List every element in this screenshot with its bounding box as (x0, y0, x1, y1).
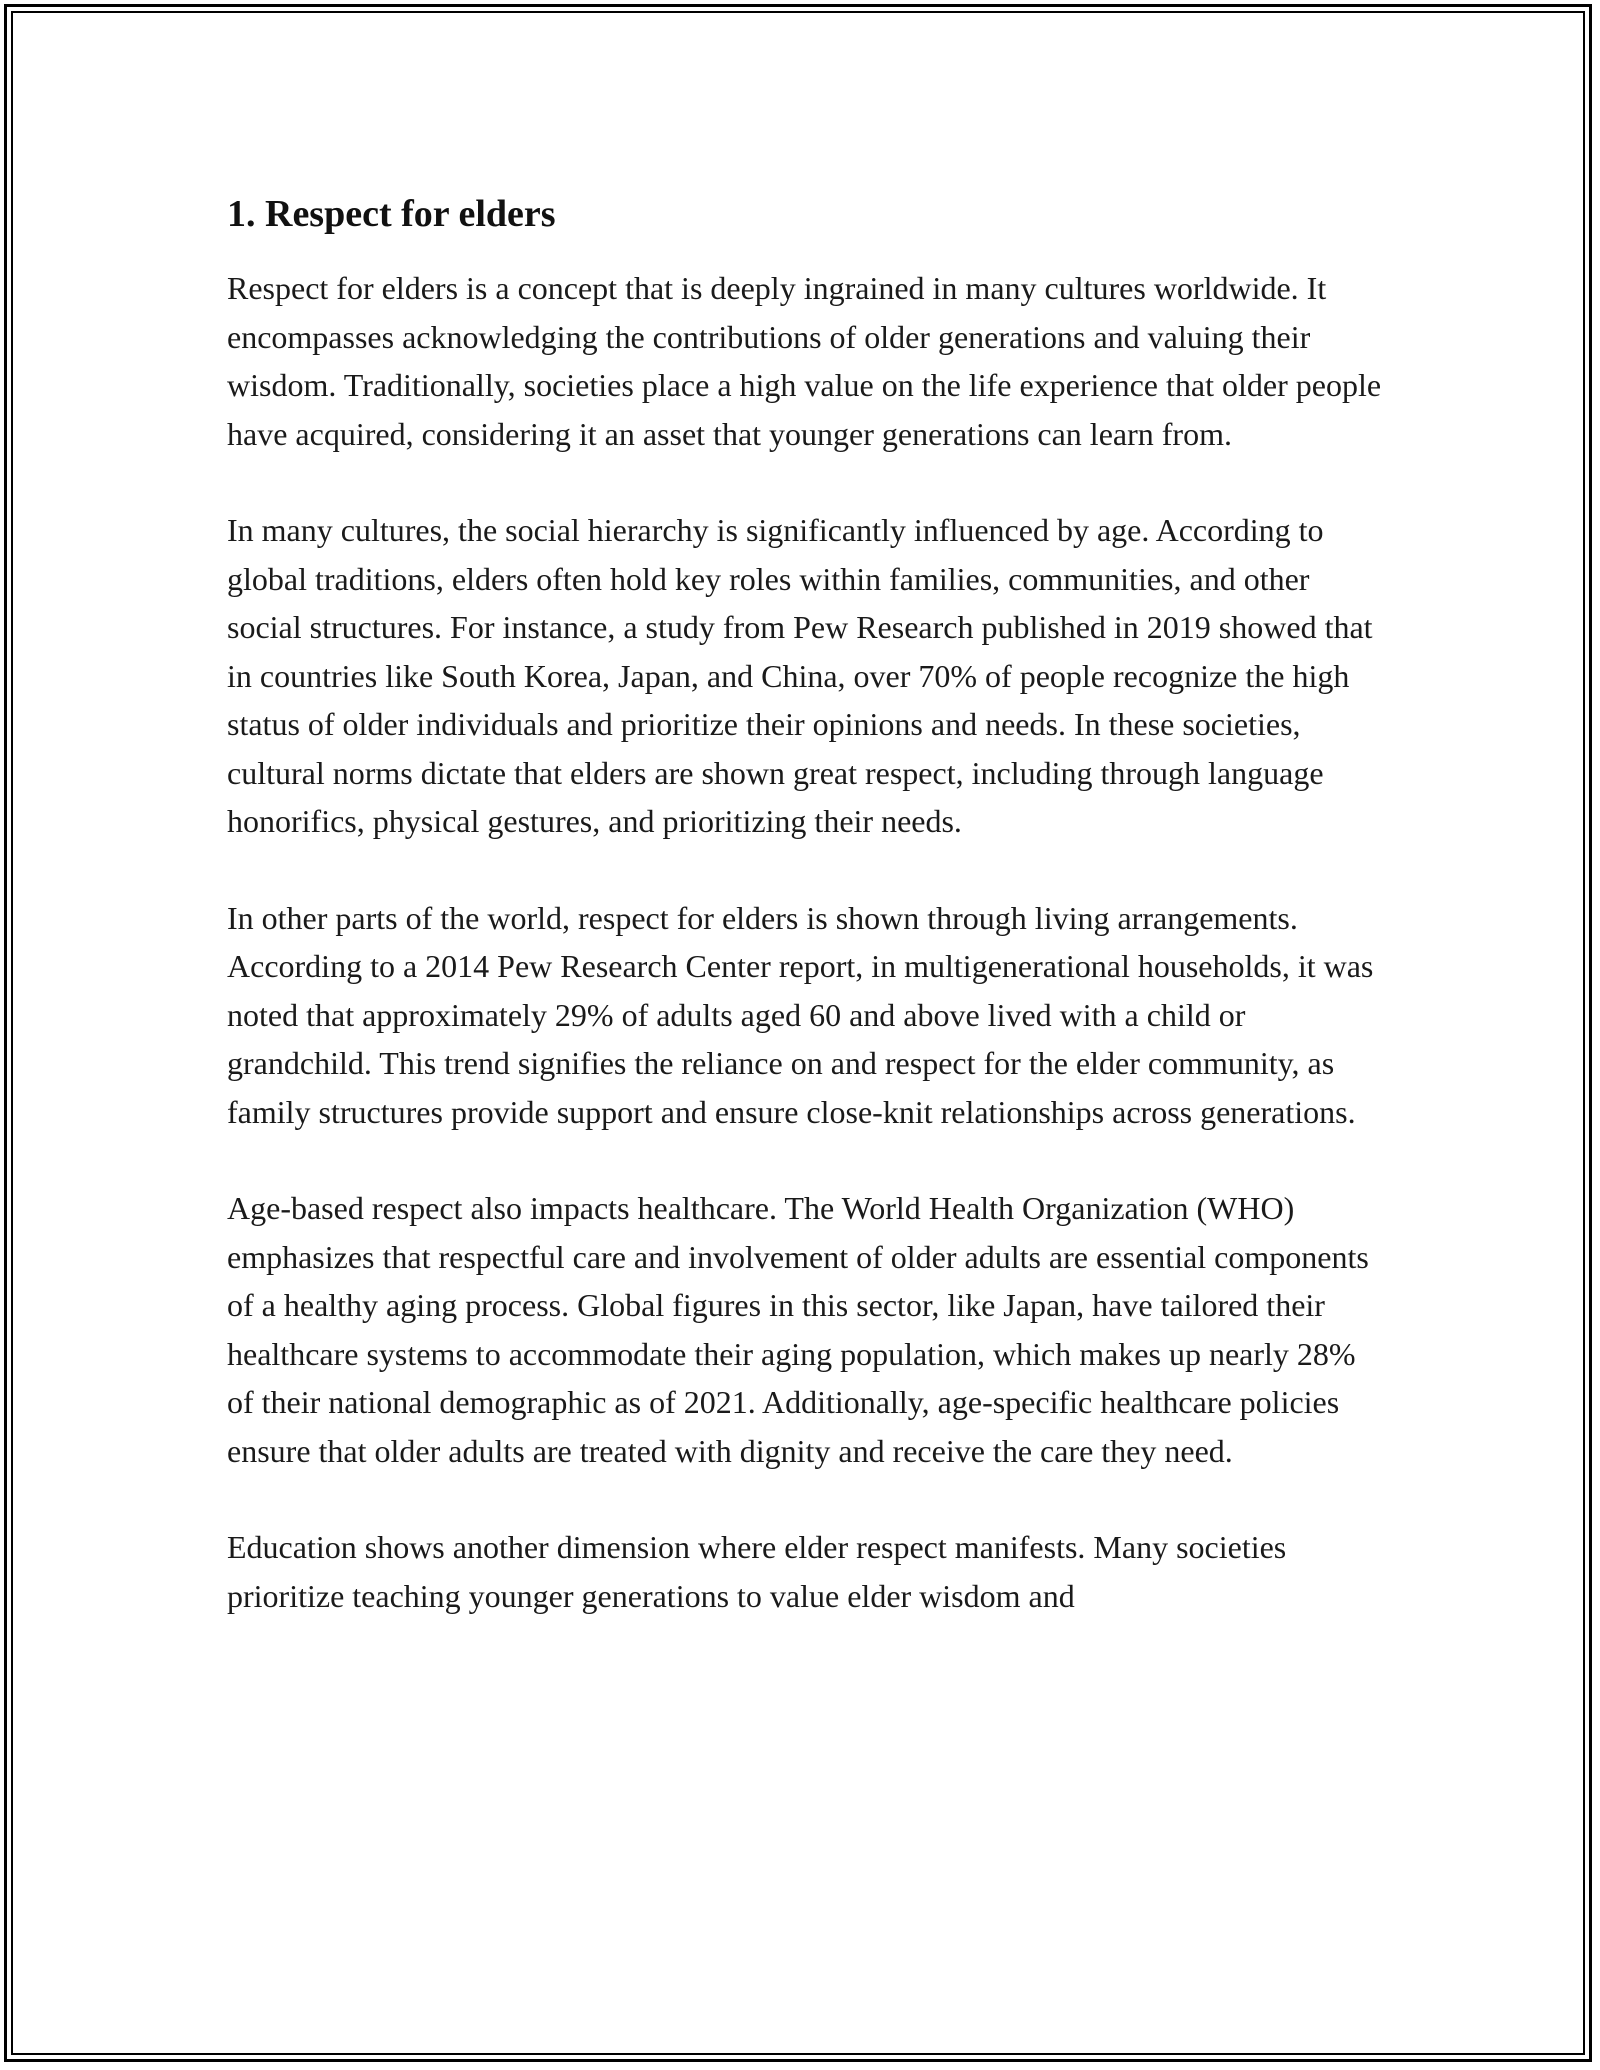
paragraph-healthcare: Age-based respect also impacts healthcare. The World Health Organization (WHO) emphasizes that respectful care and involvement of older adults are essential components of a healthy aging process. Global figures in this sector, like Japan, have tailored their healthcare systems to accommodate their aging population, which makes up nearly 28% of their national demographic as of 2021. Additionally, age-specific healthcare policies ensure that older adults are treated with dignity and receive the care they need. (227, 1190, 1369, 1469)
paragraph-living-arrangements: In other parts of the world, respect for elders is shown through living arrangements. According to a 2014 Pew Research Center report, in multigenerational households, it was noted that approximately 29% of adults aged 60 and above lived with a child or grandchild. This trend signifies the reliance on and respect for the elder community, as family structures provide support and ensure close-knit relationships across generations. (227, 899, 1374, 1130)
paragraph-intro: Respect for elders is a concept that is deeply ingrained in many cultures worldwide. It encompasses acknowledging the contributions of older generations and valuing their wisdom. Traditionally, societies place a high value on the life experience that older people have acquired, considering it an asset that younger generations can learn from. (227, 270, 1382, 452)
paragraph-education: Education shows another dimension where elder respect manifests. Many societies prioritize teaching younger generations to value elder wisdom and (227, 1529, 1287, 1614)
document-body (227, 186, 1387, 1668)
paragraph-social-hierarchy: In many cultures, the social hierarchy is significantly influenced by age. According to global traditions, elders often hold key roles within families, communities, and other social structures. For instance, a study from Pew Research published in 2019 showed that in countries like South Korea, Japan, and China, over 70% of people recognize the high status of older individuals and prioritize their opinions and needs. In these societies, cultural norms dictate that elders are shown great respect, including through language honorifics, physical gestures, and prioritizing their needs. (227, 512, 1373, 839)
section-heading: 1. Respect for elders (227, 193, 556, 235)
